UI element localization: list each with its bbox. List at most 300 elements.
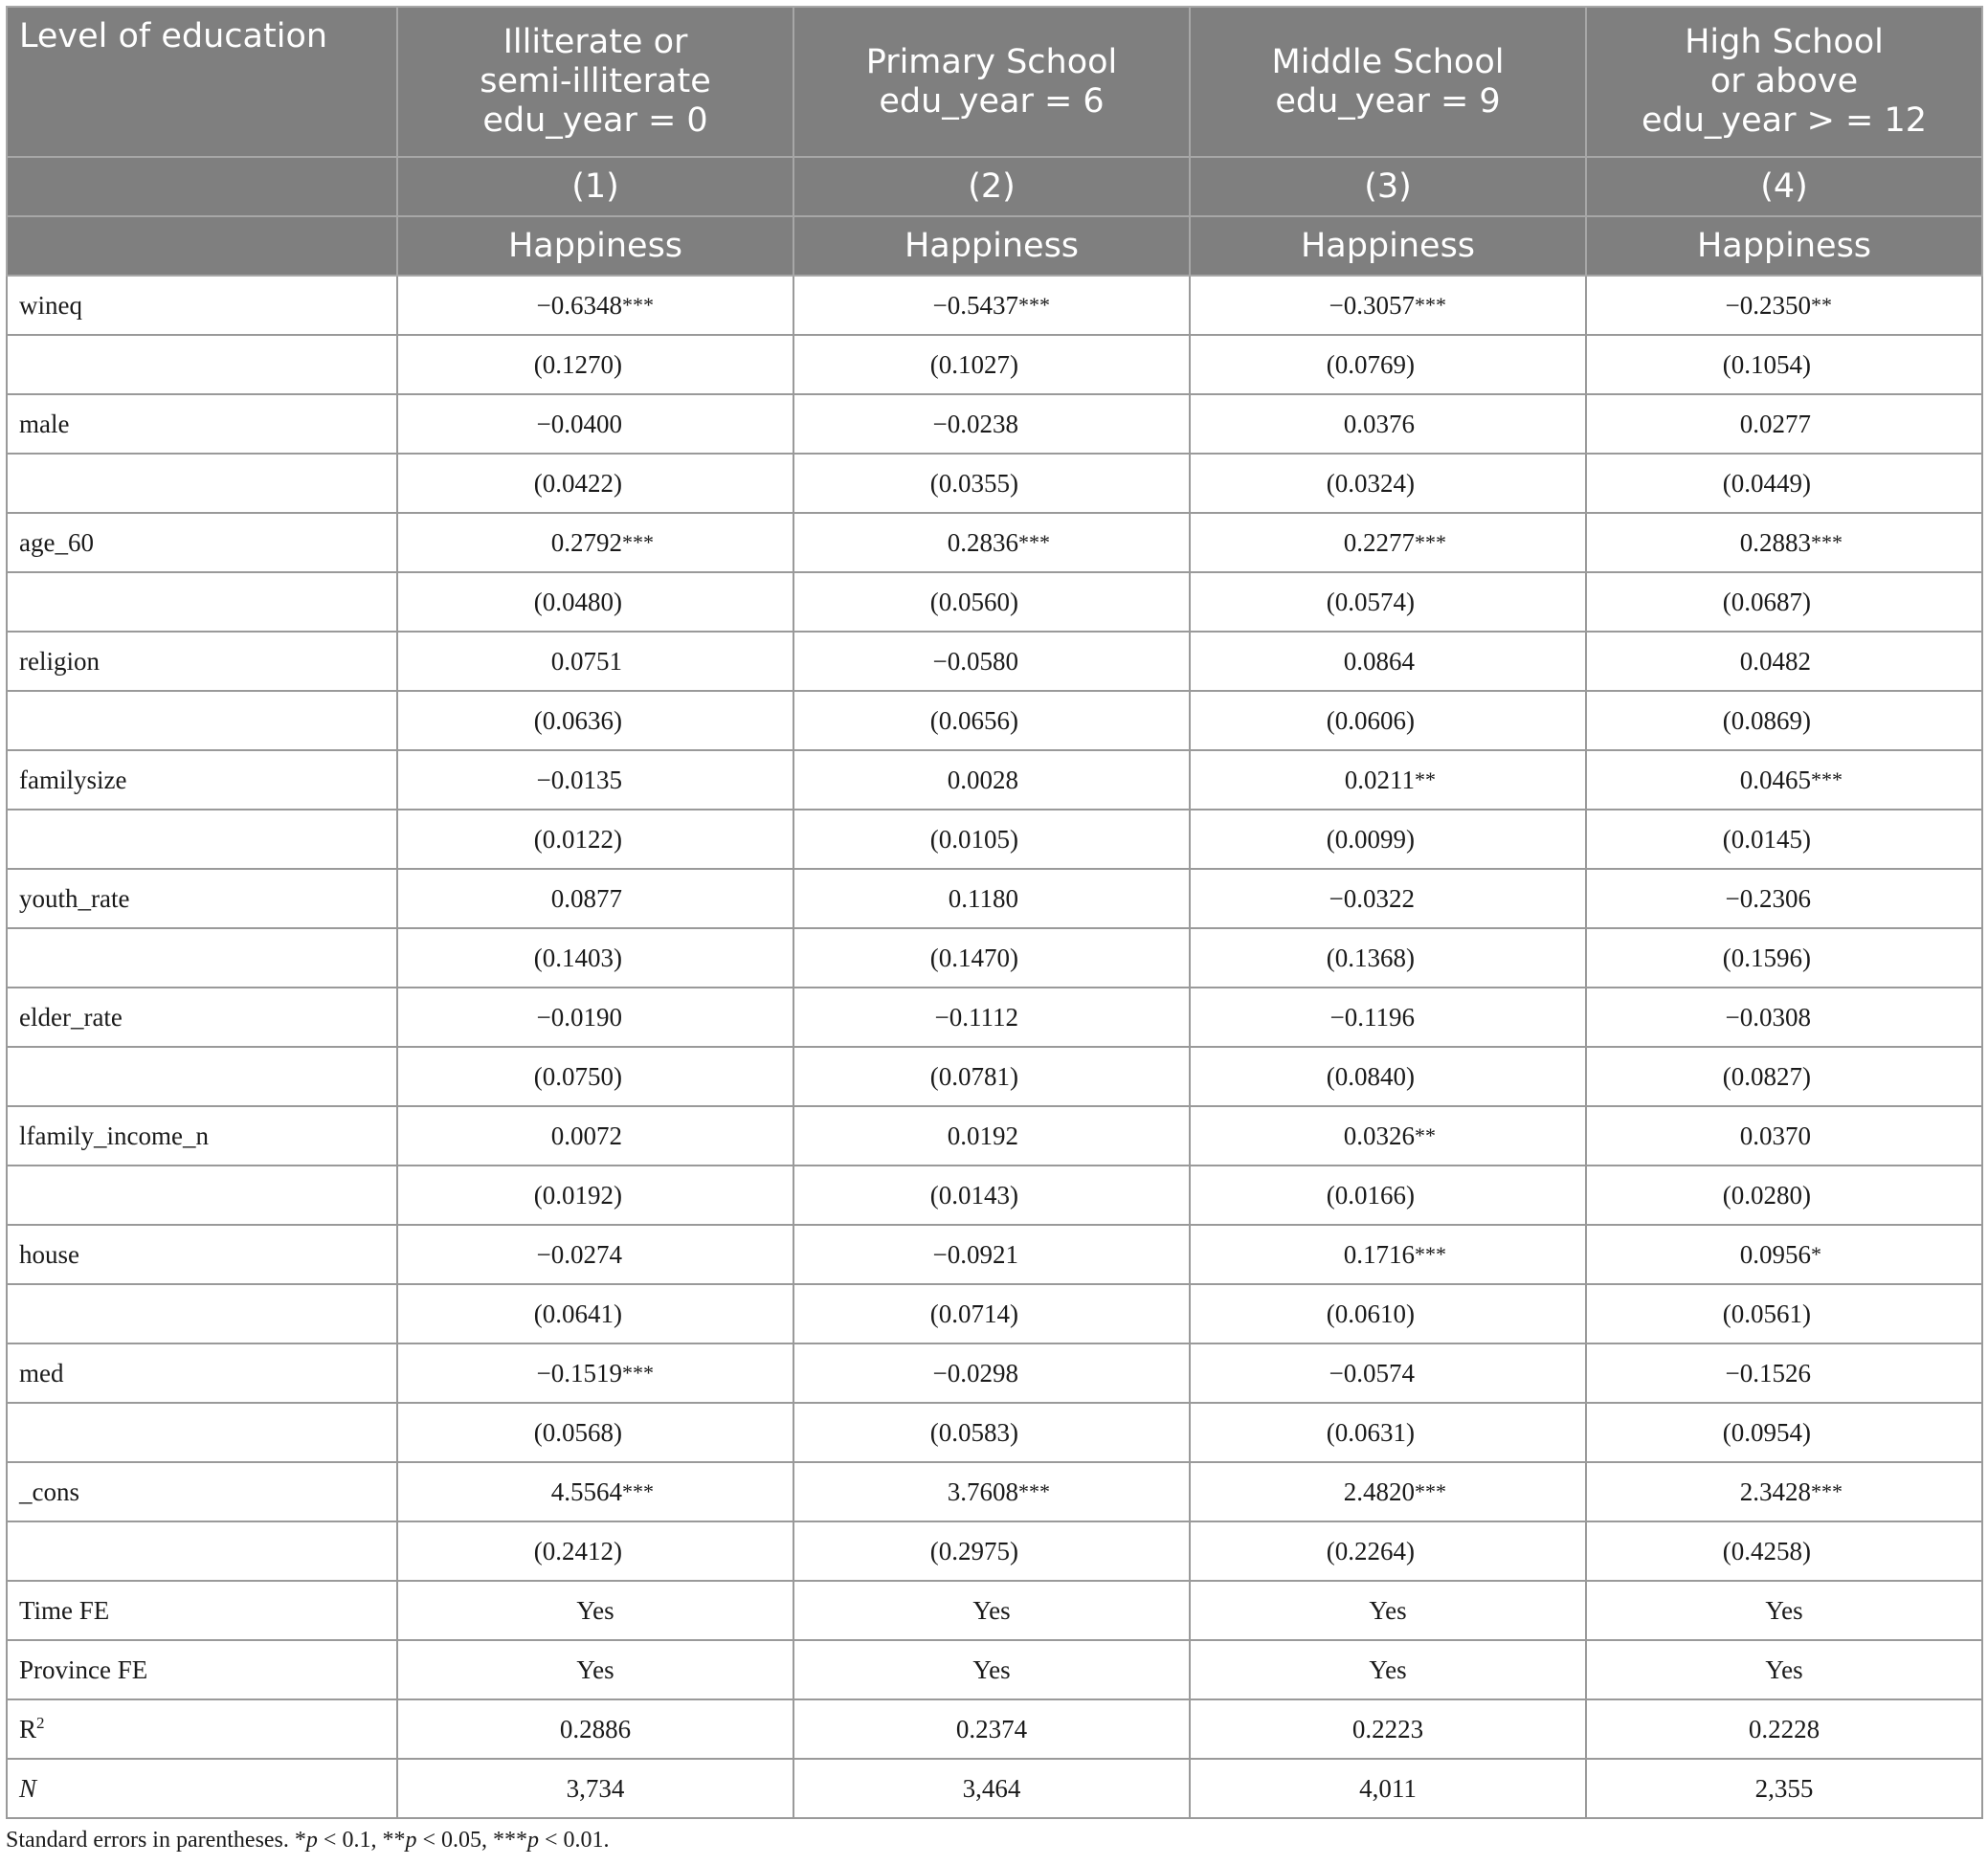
standard-error: (0.1368): [1326, 943, 1415, 972]
stat-value: Yes: [793, 1640, 1190, 1699]
se-cell: [1586, 1047, 1982, 1106]
coef-value: 0.0072: [550, 1121, 622, 1150]
variable-name: _cons: [7, 1462, 397, 1521]
se-cell: [1190, 928, 1586, 988]
header-group-cell-4: [1586, 7, 1982, 157]
standard-error: (0.0687): [1722, 587, 1811, 616]
se-cell: [793, 1047, 1190, 1106]
header-row-label: Level of education: [7, 7, 397, 157]
stat-value: 0.2374: [793, 1699, 1190, 1759]
variable-name: familysize: [7, 750, 397, 810]
table-row-coef: [7, 750, 1982, 810]
standard-error: (0.0781): [929, 1061, 1018, 1091]
se-cell: [1190, 335, 1586, 394]
coef-cell: [793, 750, 1190, 810]
table-row-stat: [7, 1640, 1982, 1699]
se-cell: [1586, 1284, 1982, 1343]
coef-value: −0.0298: [932, 1358, 1018, 1388]
table-row-se: [7, 691, 1982, 750]
coef-cell: [397, 632, 793, 691]
header-dependent-variable-1: Happiness: [397, 216, 793, 276]
significance-stars: ***: [622, 1360, 654, 1385]
table-row-stat: [7, 1759, 1982, 1818]
coef-cell: [397, 1343, 793, 1403]
stat-value: Yes: [397, 1640, 793, 1699]
table-row-stat: [7, 1581, 1982, 1640]
significance-stars: ***: [1018, 529, 1050, 554]
standard-error: (0.0568): [533, 1417, 622, 1447]
significance-stars: **: [1811, 292, 1832, 317]
coef-value: −0.0322: [1329, 883, 1415, 913]
header-blank-cell: [7, 157, 397, 216]
coef-cell: [1190, 750, 1586, 810]
table-row-se: [7, 810, 1982, 869]
se-cell: [793, 691, 1190, 750]
coef-value: −0.5437: [932, 290, 1018, 320]
table-row-coef: [7, 632, 1982, 691]
coef-value: 0.0326: [1343, 1121, 1415, 1150]
stat-value: 0.2223: [1190, 1699, 1586, 1759]
coef-value: 0.0376: [1343, 409, 1415, 438]
significance-stars: ***: [1811, 766, 1843, 791]
standard-error: (0.1470): [929, 943, 1018, 972]
coef-value: 0.0465: [1739, 765, 1811, 794]
se-cell: [793, 1284, 1190, 1343]
header-column-number-1: (1): [397, 157, 793, 216]
blank-label-cell: [7, 691, 397, 750]
se-cell: [1586, 928, 1982, 988]
standard-error: (0.0840): [1326, 1061, 1415, 1091]
se-cell: [397, 454, 793, 513]
coef-value: 0.0482: [1739, 646, 1811, 676]
coef-cell: [793, 1106, 1190, 1166]
header-row-column-numbers: [7, 157, 1982, 216]
standard-error: (0.0561): [1722, 1299, 1811, 1328]
coef-value: 0.0751: [550, 646, 622, 676]
footnote-part: Standard errors in parentheses. *: [6, 1828, 306, 1853]
coef-cell: [1586, 394, 1982, 454]
table-row-coef: [7, 1343, 1982, 1403]
table-row-se: [7, 1403, 1982, 1462]
coef-cell: [1190, 276, 1586, 335]
coef-value: −0.6348: [536, 290, 622, 320]
se-cell: [1190, 1403, 1586, 1462]
coef-value: −0.0274: [536, 1239, 622, 1269]
standard-error: (0.0280): [1722, 1180, 1811, 1210]
coef-value: 0.2883: [1739, 527, 1811, 557]
se-cell: [397, 1047, 793, 1106]
header-group-line: Primary School: [865, 42, 1118, 81]
se-cell: [397, 810, 793, 869]
header-row-education-groups: [7, 7, 1982, 157]
stat-value: Yes: [1190, 1581, 1586, 1640]
coef-cell: [793, 1343, 1190, 1403]
coef-cell: [1190, 988, 1586, 1047]
table-row-coef: [7, 1225, 1982, 1284]
se-cell: [793, 454, 1190, 513]
coef-cell: [1586, 1462, 1982, 1521]
se-cell: [397, 572, 793, 632]
standard-error: (0.0324): [1326, 468, 1415, 498]
coef-value: 0.0864: [1343, 646, 1415, 676]
header-group-cell-2: [793, 7, 1190, 157]
coef-cell: [397, 276, 793, 335]
significance-stars: ***: [1415, 1241, 1446, 1266]
variable-name: wineq: [7, 276, 397, 335]
header-dependent-variable-2: Happiness: [793, 216, 1190, 276]
standard-error: (0.0583): [929, 1417, 1018, 1447]
standard-error: (0.0631): [1326, 1417, 1415, 1447]
coef-cell: [397, 869, 793, 928]
header-group-line: High School: [1685, 23, 1884, 61]
coef-value: 0.1180: [948, 883, 1018, 913]
variable-name: lfamily_income_n: [7, 1106, 397, 1166]
coef-cell: [1190, 513, 1586, 572]
coef-value: −0.1196: [1329, 1002, 1415, 1032]
se-cell: [1586, 1166, 1982, 1225]
coef-cell: [1190, 1106, 1586, 1166]
table-row-coef: [7, 869, 1982, 928]
blank-label-cell: [7, 810, 397, 869]
variable-name: age_60: [7, 513, 397, 572]
standard-error: (0.0192): [533, 1180, 622, 1210]
significance-stars: ***: [622, 1478, 654, 1503]
coef-cell: [397, 1225, 793, 1284]
stat-label-text: N: [19, 1773, 37, 1803]
coef-value: 0.0028: [947, 765, 1018, 794]
standard-error: (0.0656): [929, 705, 1018, 735]
stat-value: 4,011: [1190, 1759, 1586, 1818]
se-cell: [1190, 1166, 1586, 1225]
footnote-part: < 0.05, ***: [416, 1828, 527, 1853]
coef-cell: [793, 869, 1190, 928]
se-cell: [1586, 1403, 1982, 1462]
coef-value: −0.0580: [932, 646, 1018, 676]
se-cell: [397, 1521, 793, 1581]
stat-value: Yes: [1586, 1640, 1982, 1699]
coef-value: −0.1112: [934, 1002, 1018, 1032]
coef-cell: [1586, 1106, 1982, 1166]
stat-value: 3,464: [793, 1759, 1190, 1818]
footnote-part: p: [305, 1828, 318, 1853]
significance-stars: **: [1415, 766, 1436, 791]
header-group-cell-3: [1190, 7, 1586, 157]
coef-cell: [793, 1462, 1190, 1521]
header-column-number-4: (4): [1586, 157, 1982, 216]
stat-value: 3,734: [397, 1759, 793, 1818]
table-row-se: [7, 572, 1982, 632]
significance-stars: ***: [1415, 529, 1446, 554]
coef-cell: [397, 513, 793, 572]
se-cell: [1586, 335, 1982, 394]
standard-error: (0.0099): [1326, 824, 1415, 854]
header-column-number-3: (3): [1190, 157, 1586, 216]
coef-value: −0.2350: [1725, 290, 1811, 320]
header-group-line: edu_year = 9: [1275, 81, 1501, 121]
variable-name: religion: [7, 632, 397, 691]
table-row-se: [7, 1166, 1982, 1225]
table-row-coef: [7, 276, 1982, 335]
coef-cell: [1586, 1225, 1982, 1284]
coef-cell: [1586, 276, 1982, 335]
table-row-coef: [7, 1106, 1982, 1166]
se-cell: [397, 335, 793, 394]
coef-value: −0.0574: [1329, 1358, 1415, 1388]
coef-value: 4.5564: [550, 1476, 622, 1506]
standard-error: (0.1027): [929, 349, 1018, 379]
coef-cell: [397, 1462, 793, 1521]
table-row-se: [7, 454, 1982, 513]
coef-cell: [1586, 513, 1982, 572]
table-row-coef: [7, 988, 1982, 1047]
stat-value: 2,355: [1586, 1759, 1982, 1818]
blank-label-cell: [7, 572, 397, 632]
coef-value: 0.0211: [1344, 765, 1415, 794]
coef-value: 0.2277: [1343, 527, 1415, 557]
significance-stars: ***: [1018, 1478, 1050, 1503]
coef-cell: [793, 513, 1190, 572]
coef-value: −0.1519: [536, 1358, 622, 1388]
coef-value: −0.0400: [536, 409, 622, 438]
variable-name: elder_rate: [7, 988, 397, 1047]
coef-cell: [793, 394, 1190, 454]
coef-value: −0.0190: [536, 1002, 622, 1032]
standard-error: (0.0560): [929, 587, 1018, 616]
coef-value: 0.0277: [1739, 409, 1811, 438]
coef-value: 3.7608: [947, 1476, 1018, 1506]
standard-error: (0.1054): [1722, 349, 1811, 379]
coef-value: 0.0192: [947, 1121, 1018, 1150]
standard-error: (0.0449): [1722, 468, 1811, 498]
coef-cell: [397, 988, 793, 1047]
coef-cell: [1190, 1225, 1586, 1284]
stat-label: [7, 1699, 397, 1759]
header-group-line: semi-illiterate: [480, 62, 711, 100]
table-row-coef: [7, 1462, 1982, 1521]
stat-label: [7, 1581, 397, 1640]
header-group-line: Illiterate or: [503, 23, 688, 61]
coef-cell: [793, 276, 1190, 335]
se-cell: [793, 572, 1190, 632]
footnote-part: < 0.1, **: [317, 1828, 406, 1853]
standard-error: (0.0750): [533, 1061, 622, 1091]
se-cell: [397, 1166, 793, 1225]
se-cell: [1586, 691, 1982, 750]
se-cell: [397, 691, 793, 750]
se-cell: [793, 928, 1190, 988]
header-group-line: edu_year = 0: [482, 101, 708, 140]
coef-cell: [1190, 869, 1586, 928]
standard-error: (0.0954): [1722, 1417, 1811, 1447]
se-cell: [1190, 810, 1586, 869]
table-row-coef: [7, 513, 1982, 572]
significance-stars: *: [1811, 1241, 1821, 1266]
standard-error: (0.0355): [929, 468, 1018, 498]
standard-error: (0.2264): [1326, 1536, 1415, 1565]
significance-stars: ***: [1415, 1478, 1446, 1503]
se-cell: [1586, 1521, 1982, 1581]
se-cell: [1586, 572, 1982, 632]
header-group-cell-1: [397, 7, 793, 157]
table-body: [7, 276, 1982, 1818]
header-column-number-2: (2): [793, 157, 1190, 216]
header-group-line: Middle School: [1271, 42, 1505, 81]
se-cell: [397, 1284, 793, 1343]
standard-error: (0.2975): [929, 1536, 1018, 1565]
se-cell: [1190, 1047, 1586, 1106]
significance-stars: **: [1415, 1122, 1436, 1147]
standard-error: (0.0145): [1722, 824, 1811, 854]
blank-label-cell: [7, 1403, 397, 1462]
table-header: [7, 7, 1982, 276]
coef-cell: [1190, 632, 1586, 691]
header-group-line: edu_year = 6: [879, 81, 1105, 121]
se-cell: [793, 335, 1190, 394]
blank-label-cell: [7, 1284, 397, 1343]
variable-name: youth_rate: [7, 869, 397, 928]
coef-value: −0.0921: [932, 1239, 1018, 1269]
blank-label-cell: [7, 1047, 397, 1106]
coef-cell: [397, 394, 793, 454]
blank-label-cell: [7, 1521, 397, 1581]
se-cell: [1190, 1521, 1586, 1581]
header-dependent-variable-4: Happiness: [1586, 216, 1982, 276]
standard-error: (0.0610): [1326, 1299, 1415, 1328]
standard-error: (0.2412): [533, 1536, 622, 1565]
stat-value: 0.2886: [397, 1699, 793, 1759]
coef-value: 0.0956: [1739, 1239, 1811, 1269]
stat-value: 0.2228: [1586, 1699, 1982, 1759]
standard-error: (0.1270): [533, 349, 622, 379]
header-blank-cell: [7, 216, 397, 276]
standard-error: (0.0143): [929, 1180, 1018, 1210]
stat-value: Yes: [1586, 1581, 1982, 1640]
header-dependent-variable-3: Happiness: [1190, 216, 1586, 276]
coef-value: 2.4820: [1343, 1476, 1415, 1506]
standard-error: (0.1596): [1722, 943, 1811, 972]
significance-stars: ***: [1018, 292, 1050, 317]
se-cell: [397, 1403, 793, 1462]
coef-value: 0.1716: [1343, 1239, 1415, 1269]
standard-error: (0.0827): [1722, 1061, 1811, 1091]
se-cell: [1190, 1284, 1586, 1343]
se-cell: [1190, 454, 1586, 513]
table-row-se: [7, 1284, 1982, 1343]
stat-value: Yes: [793, 1581, 1190, 1640]
coef-cell: [1190, 1462, 1586, 1521]
standard-error: (0.4258): [1722, 1536, 1811, 1565]
standard-error: (0.0574): [1326, 587, 1415, 616]
se-cell: [1586, 810, 1982, 869]
se-cell: [1190, 572, 1586, 632]
standard-error: (0.0166): [1326, 1180, 1415, 1210]
se-cell: [793, 810, 1190, 869]
coef-cell: [793, 988, 1190, 1047]
stat-label: [7, 1759, 397, 1818]
coef-value: 0.2836: [947, 527, 1018, 557]
regression-table: [6, 6, 1983, 1819]
standard-error: (0.0714): [929, 1299, 1018, 1328]
coef-cell: [1586, 750, 1982, 810]
coef-value: 0.0877: [550, 883, 622, 913]
se-cell: [793, 1521, 1190, 1581]
coef-value: −0.1526: [1725, 1358, 1811, 1388]
coef-cell: [397, 1106, 793, 1166]
significance-stars: ***: [1811, 1478, 1843, 1503]
coef-value: 0.2792: [550, 527, 622, 557]
standard-error: (0.0636): [533, 705, 622, 735]
coef-cell: [1586, 632, 1982, 691]
header-group-line: edu_year > = 12: [1641, 101, 1928, 140]
standard-error: (0.0769): [1326, 349, 1415, 379]
coef-value: −0.2306: [1725, 883, 1811, 913]
header-group-line: or above: [1709, 62, 1859, 100]
coef-value: −0.0135: [536, 765, 622, 794]
blank-label-cell: [7, 454, 397, 513]
standard-error: (0.0122): [533, 824, 622, 854]
se-cell: [793, 1166, 1190, 1225]
se-cell: [397, 928, 793, 988]
standard-error: (0.0606): [1326, 705, 1415, 735]
standard-error: (0.0641): [533, 1299, 622, 1328]
variable-name: med: [7, 1343, 397, 1403]
coef-value: −0.0238: [932, 409, 1018, 438]
stat-label-text: R: [19, 1714, 37, 1743]
coef-value: −0.0308: [1725, 1002, 1811, 1032]
stat-label-superscript: 2: [36, 1713, 45, 1732]
footnote-part: < 0.01.: [539, 1828, 610, 1853]
coef-cell: [1586, 1343, 1982, 1403]
coef-value: −0.3057: [1329, 290, 1415, 320]
coef-cell: [397, 750, 793, 810]
significance-stars: ***: [1811, 529, 1843, 554]
table-row-coef: [7, 394, 1982, 454]
table-row-se: [7, 1521, 1982, 1581]
standard-error: (0.1403): [533, 943, 622, 972]
footnote-part: p: [527, 1828, 539, 1853]
table-footnote: [6, 1828, 610, 1854]
standard-error: (0.0422): [533, 468, 622, 498]
significance-stars: ***: [622, 529, 654, 554]
stat-value: Yes: [397, 1581, 793, 1640]
coef-cell: [793, 632, 1190, 691]
coef-cell: [1190, 394, 1586, 454]
stat-label-text: Province FE: [19, 1654, 148, 1684]
table-row-se: [7, 928, 1982, 988]
variable-name: male: [7, 394, 397, 454]
coef-cell: [1586, 869, 1982, 928]
se-cell: [1190, 691, 1586, 750]
blank-label-cell: [7, 335, 397, 394]
stat-label: [7, 1640, 397, 1699]
regression-table-container: [6, 6, 1981, 1819]
stat-label-text: Time FE: [19, 1595, 110, 1625]
standard-error: (0.0480): [533, 587, 622, 616]
se-cell: [793, 1403, 1190, 1462]
coef-value: 0.0370: [1739, 1121, 1811, 1150]
footnote-part: p: [405, 1828, 417, 1853]
blank-label-cell: [7, 928, 397, 988]
table-row-se: [7, 1047, 1982, 1106]
coef-cell: [1190, 1343, 1586, 1403]
blank-label-cell: [7, 1166, 397, 1225]
significance-stars: ***: [1415, 292, 1446, 317]
coef-cell: [793, 1225, 1190, 1284]
variable-name: house: [7, 1225, 397, 1284]
table-row-se: [7, 335, 1982, 394]
coef-cell: [1586, 988, 1982, 1047]
stat-value: Yes: [1190, 1640, 1586, 1699]
